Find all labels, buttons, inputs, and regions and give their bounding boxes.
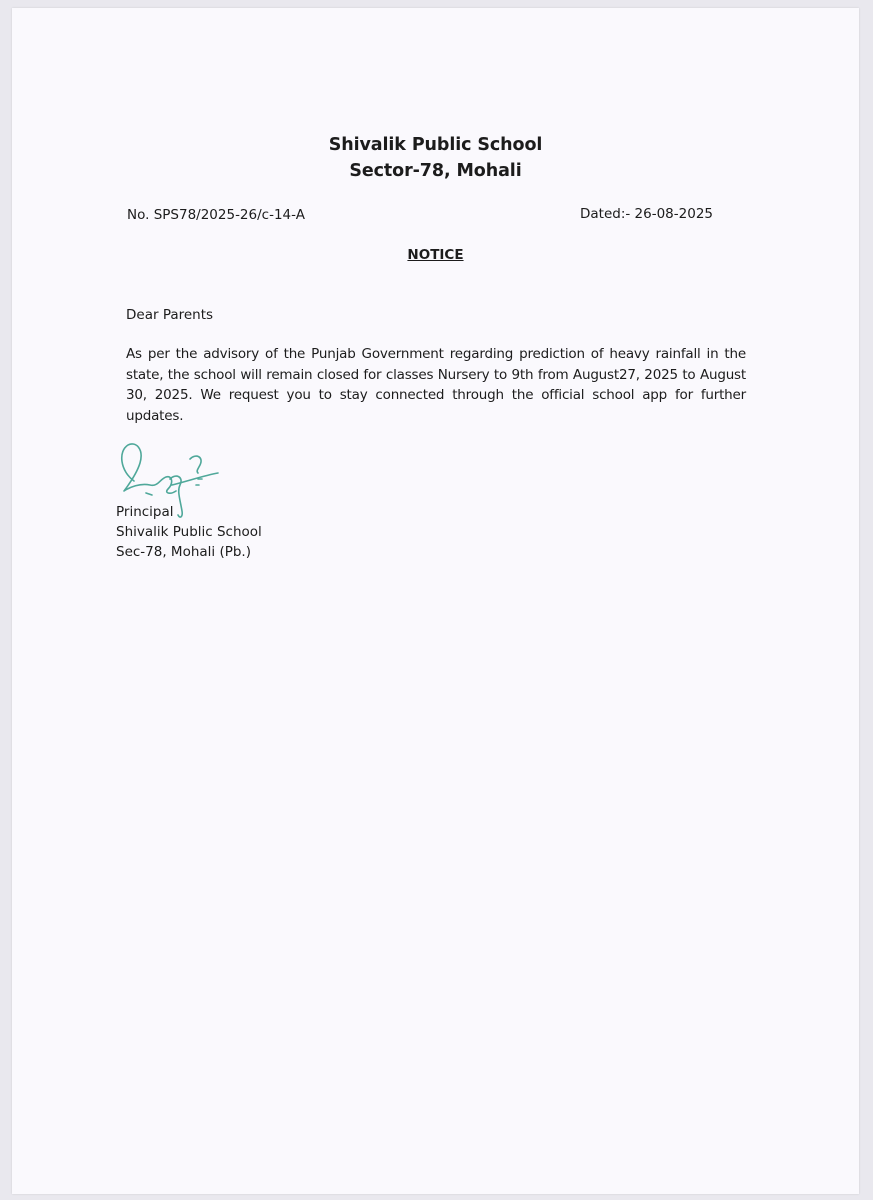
notice-body: As per the advisory of the Punjab Government regarding prediction of heavy rainfall in the state, the school will remain closed for classes Nursery to 9th from August27, 2025 to August 30, 2025. We request you to stay connected through the official school app for further updates. <box>126 346 746 424</box>
reference-number: No. SPS78/2025-26/c-14-A <box>127 207 305 223</box>
document-page <box>12 8 859 1194</box>
salutation: Dear Parents <box>126 307 214 323</box>
notice-title: NOTICE <box>407 247 464 263</box>
signatory-address: Sec-78, Mohali (Pb.) <box>116 544 251 560</box>
signatory-school: Shivalik Public School <box>116 524 262 540</box>
school-address: Sector-78, Mohali <box>349 161 522 181</box>
notice-date: Dated:- 26-08-2025 <box>580 206 714 222</box>
school-name: Shivalik Public School <box>328 135 543 155</box>
signatory-title: Principal <box>116 504 174 520</box>
